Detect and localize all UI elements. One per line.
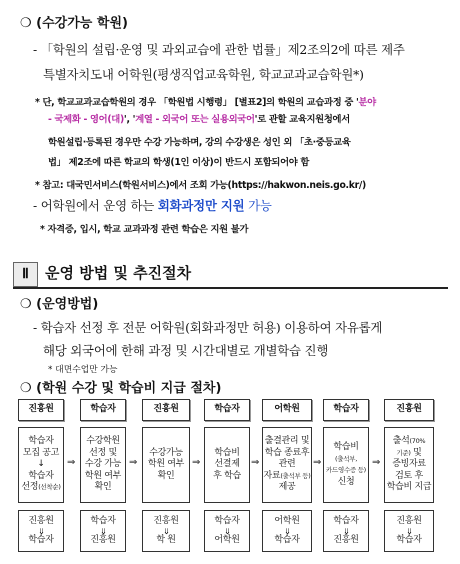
- step-subtext: (70%: [409, 437, 426, 446]
- note-highlight: 계열 - 외국어 또는 실용외국어: [135, 114, 255, 125]
- flow-actor-box: [323, 510, 369, 552]
- step-text: 출석: [392, 436, 410, 447]
- note-text: * 단, 학교교과교습학원의 경우 「학원법 시행령」 [별표2]의 학원의 교습과정 중 ': [35, 97, 359, 108]
- flow-header: 진흥원: [384, 399, 434, 421]
- body-text: - 어학원에서 운영 하는: [33, 198, 158, 213]
- step-text: 신청: [337, 476, 355, 487]
- down-arrow-icon: ⇒: [99, 527, 108, 535]
- right-arrow-icon: ⇒: [251, 457, 260, 468]
- flow-step-select-academy: [80, 427, 126, 503]
- section-title: 운영 방법 및 추진절차: [45, 264, 192, 282]
- flow-header: 학습자: [204, 399, 250, 421]
- down-arrow-icon: ↓: [37, 459, 45, 470]
- down-arrow-icon: ⇒: [405, 527, 414, 535]
- step-text: 학습 종료후: [264, 447, 310, 458]
- note-text: ', ': [123, 114, 136, 125]
- step-text: 선정 및: [89, 447, 117, 458]
- right-arrow-icon: ⇒: [313, 457, 322, 468]
- right-arrow-icon: ⇒: [192, 457, 201, 468]
- flow-step-payment: [384, 427, 434, 503]
- step-subtext: 기준): [396, 448, 411, 457]
- actor-to: 학습자: [274, 535, 300, 545]
- actor-to: 학습자: [396, 535, 422, 545]
- sub-heading-procedure: ❍ (학원 수강 및 학습비 지급 절차): [20, 381, 222, 396]
- note-line: * 자격증, 입시, 학교 교과과정 관련 학습은 지원 불가: [40, 224, 249, 235]
- step-text: 자료: [263, 470, 281, 481]
- down-arrow-icon: ⇒: [342, 527, 351, 535]
- step-text: 및: [413, 447, 422, 458]
- step-text: 관련: [278, 459, 296, 470]
- flow-actor-box: [18, 510, 64, 552]
- flow-step-attendance: [262, 427, 312, 503]
- actor-to: 진흥원: [333, 535, 359, 545]
- sub-heading-method: ❍ (운영방법): [20, 297, 99, 312]
- step-text: 모집 공고: [22, 447, 60, 458]
- flow-header: 진흥원: [18, 399, 64, 421]
- note-line: 법」 제2조에 따른 학교의 학생(1인 이상)이 반드시 포함되어야 함: [48, 157, 310, 168]
- section-divider: [13, 287, 448, 289]
- step-text: 선결제: [214, 459, 240, 470]
- right-arrow-icon: ⇒: [372, 457, 381, 468]
- flow-actor-box: [262, 510, 312, 552]
- step-text: 출결관리 및: [264, 436, 310, 447]
- note-reference: * 참고: 대국민서비스(학원서비스)에서 조회 가능(https://hakwon.neis.go.kr/): [35, 180, 366, 191]
- step-text: 수강학원: [86, 436, 120, 447]
- note-highlight: - 국제화 - 영어(대): [48, 114, 124, 125]
- actor-from: 진흥원: [396, 515, 422, 526]
- step-subtext: 카드영수증 등): [326, 466, 366, 474]
- body-line: 특별자치도내 어학원(평생직업교육학원, 학교교과교습학원*): [43, 67, 364, 82]
- step-text: 제공: [278, 482, 296, 493]
- flow-step-apply: [323, 427, 369, 503]
- flow-header: 진흥원: [142, 399, 190, 421]
- step-text: 학원 여부: [84, 470, 122, 481]
- step-text: 증빙자료: [392, 459, 426, 470]
- step-text: 수강가능: [149, 447, 183, 458]
- body-line: - 「학원의 설립·운영 및 과외교습에 관한 법률」제2조의2에 따른 제주: [33, 42, 405, 57]
- body-line: [33, 196, 272, 214]
- actor-to: 학습자: [28, 535, 54, 545]
- actor-to: 학 원: [156, 535, 176, 545]
- actor-from: 학습자: [90, 515, 116, 526]
- flow-actor-box: [384, 510, 434, 552]
- flow-step-verify: [142, 427, 190, 503]
- flow-header: 어학원: [262, 399, 312, 421]
- note-line: * 대면수업만 가능: [48, 365, 118, 375]
- actor-from: 진흥원: [28, 515, 54, 526]
- note-line: 학원설립·등록된 경우만 수강 가능하며, 강의 수강생은 성인 외 「초·중등교육: [48, 137, 351, 148]
- flow-actor-box: [204, 510, 250, 552]
- body-text: 가능: [244, 198, 272, 213]
- actor-to: 어학원: [214, 535, 240, 545]
- note-text: '로 관할 교육지원청에서: [254, 114, 350, 125]
- step-text: 후 학습: [213, 470, 241, 481]
- step-text: 학습자: [28, 436, 54, 447]
- step-text: 확인: [157, 470, 175, 481]
- body-line: - 학습자 선정 후 전문 어학원(회화과정만 허용) 이용하여 자유롭게: [33, 320, 383, 335]
- note-highlight: 분야: [358, 97, 376, 108]
- step-text: 학원 여부: [147, 459, 185, 470]
- body-highlight: 회화과정만 지원: [157, 198, 245, 213]
- step-text: 선정: [21, 482, 39, 493]
- actor-from: 진흥원: [153, 515, 179, 526]
- down-arrow-icon: ⇒: [283, 527, 292, 535]
- note-line: [48, 111, 350, 125]
- step-text: 학습비: [333, 442, 359, 452]
- down-arrow-icon: ⇒: [223, 527, 232, 535]
- step-subtext: (출석부 등): [280, 471, 311, 480]
- step-text: 학습비: [214, 447, 240, 458]
- section-heading-eligible: ❍ (수강가능 학원): [20, 16, 128, 31]
- body-line: 해당 외국어에 한해 과정 및 시간대별로 개별학습 진행: [43, 343, 329, 358]
- flow-header: 학습자: [80, 399, 126, 421]
- flow-actor-box: [80, 510, 126, 552]
- right-arrow-icon: ⇒: [129, 457, 138, 468]
- flow-header: 학습자: [323, 399, 369, 421]
- down-arrow-icon: ⇒: [162, 527, 171, 535]
- step-subtext: (선착순): [38, 483, 61, 492]
- step-subtext: (출석부,: [335, 454, 357, 463]
- step-text: 확인: [94, 482, 112, 493]
- actor-from: 학습자: [333, 515, 359, 526]
- section-number: Ⅱ: [13, 262, 38, 287]
- down-arrow-icon: ⇒: [37, 527, 46, 535]
- flow-actor-box: [142, 510, 190, 552]
- actor-from: 학습자: [214, 515, 240, 526]
- step-text: 검토 후: [395, 470, 423, 481]
- actor-from: 어학원: [274, 515, 300, 526]
- step-text: 학습비 지급: [386, 482, 432, 493]
- flow-step-prepay: [204, 427, 250, 503]
- flow-step-recruit: [18, 427, 64, 503]
- step-text: 수강 가능: [84, 459, 122, 470]
- right-arrow-icon: ⇒: [67, 457, 76, 468]
- actor-to: 진흥원: [90, 535, 116, 545]
- step-text: 학습자: [28, 470, 54, 481]
- note-line: [35, 94, 376, 108]
